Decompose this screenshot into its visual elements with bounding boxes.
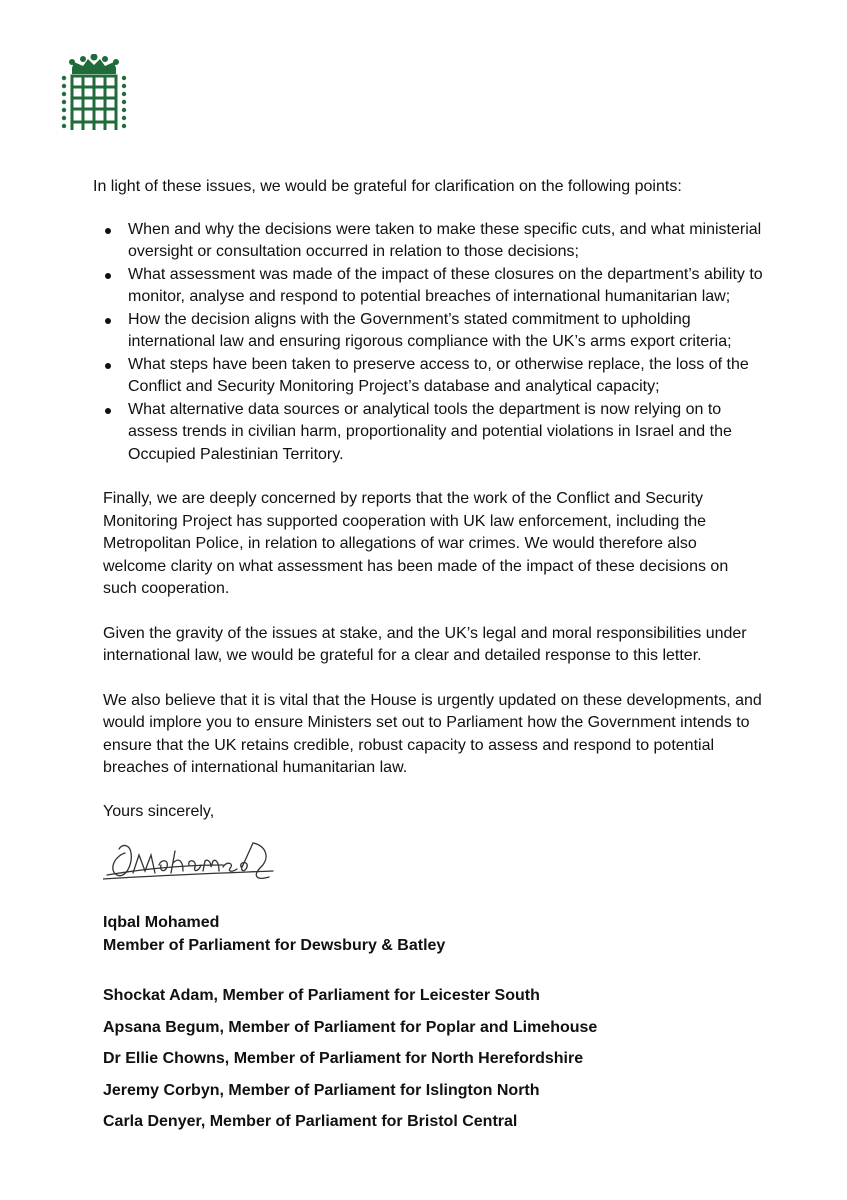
- list-item: What assessment was made of the impact of these closures on the department’s ability to monitor, analyse and respond to potential breaches of international humanitarian law;: [103, 264, 768, 309]
- cosigner: Dr Ellie Chowns, Member of Parliament for North Herefordshire: [103, 1050, 584, 1067]
- letter-body: [93, 176, 763, 1143]
- bullet-icon: [105, 273, 111, 279]
- signer-title: Member of Parliament for Dewsbury & Batley: [103, 936, 446, 954]
- bullet-icon: [105, 318, 111, 324]
- list-item: How the decision aligns with the Government’s stated commitment to upholding international law and ensuring rigorous compliance with the UK’s arms export criteria;: [103, 309, 768, 354]
- intro-paragraph: In light of these issues, we would be grateful for clarification on the following points:: [93, 178, 682, 195]
- bullet-icon: [105, 228, 111, 234]
- body-paragraph: We also believe that it is vital that the House is urgently updated on these developments, and would implore you to ensure Ministers set out to Parliament how the Government intends to ensure that the UK retains credible, robust capacity to assess and respond to potential breaches of international humanitarian law.: [103, 691, 762, 776]
- clarification-points-list: [103, 219, 763, 467]
- bullet-icon: [105, 363, 111, 369]
- cosigner: Shockat Adam, Member of Parliament for Leicester South: [103, 987, 540, 1004]
- cosigner: Jeremy Corbyn, Member of Parliament for Islington North: [103, 1081, 540, 1099]
- cosigners-list: [103, 985, 763, 1134]
- signer-name: Iqbal Mohamed: [103, 914, 220, 931]
- signer-block: [103, 912, 763, 957]
- portcullis-icon: [60, 54, 128, 134]
- bullet-icon: [105, 408, 111, 414]
- list-item: What alternative data sources or analytical tools the department is now relying on to assess trends in civilian harm, proportionality and potential violations in Israel and the Occupied Palestinian Territory.: [103, 399, 768, 467]
- closing-salutation: Yours sincerely,: [103, 802, 215, 820]
- list-item: What steps have been taken to preserve access to, or otherwise replace, the loss of the Conflict and Security Monitoring Project’s database and analytical capacity;: [103, 354, 768, 399]
- handwritten-signature: [103, 835, 303, 885]
- body-paragraph: Finally, we are deeply concerned by reports that the work of the Conflict and Security Monitoring Project has supported cooperation with UK law enforcement, including the Metropolitan Police, in relation to allegations of war crimes. We would therefore also welcome clarity on what assessment has been made of the impact of these decisions on such cooperation.: [103, 490, 729, 597]
- cosigner: Apsana Begum, Member of Parliament for Poplar and Limehouse: [103, 1018, 598, 1036]
- body-paragraph: Given the gravity of the issues at stake, and the UK’s legal and moral responsibilities under international law, we would be grateful for a clear and detailed response to this letter.: [103, 624, 747, 664]
- list-item: When and why the decisions were taken to make these specific cuts, and what ministerial oversight or consultation occurred in relation to those decisions;: [103, 219, 768, 264]
- cosigner: Carla Denyer, Member of Parliament for Bristol Central: [103, 1113, 518, 1130]
